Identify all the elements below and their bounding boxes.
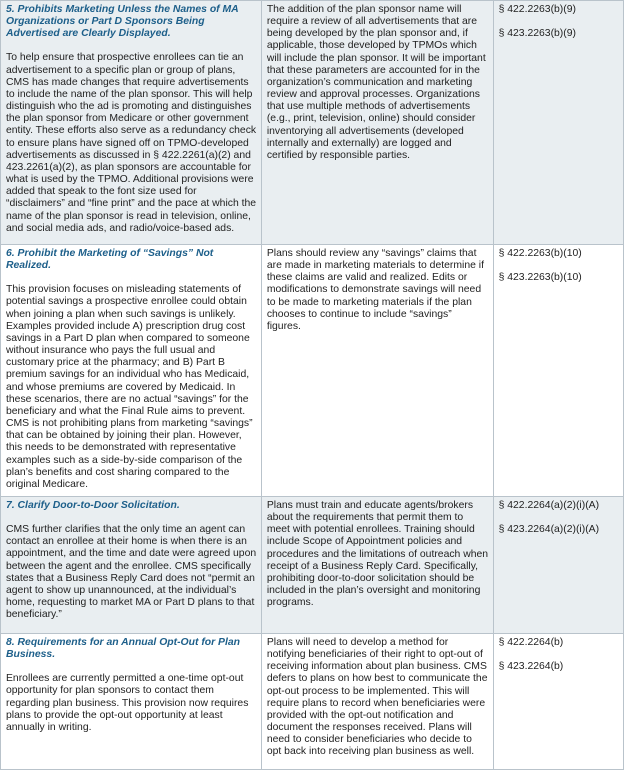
citation-cell [493, 1, 623, 245]
provision-cell [1, 496, 262, 633]
provision-description: CMS further clarifies that the only time an agent can contact an enrollee at their home is when there is an appointment, and the time and date were agreed upon between the agent and the enrollee. CMS specifically states that a Business Reply Card does not “permit an agent to show up unannounced, at the individual’s home, requesting to market MA or Part D plans to that beneficiary.” [6, 524, 257, 621]
citation: § 422.2264(b) [498, 636, 564, 648]
provision-title: 8. Requirements for an Annual Opt-Out for Plan Business. [6, 636, 240, 661]
provision-title: 6. Prohibit the Marketing of “Savings” Not Realized. [6, 248, 214, 272]
provision-cell [1, 1, 262, 245]
guidance-cell [261, 496, 493, 633]
citation: § 423.2263(b)(9) [498, 28, 576, 40]
citation: § 423.2264(a)(2)(i)(A) [498, 524, 600, 536]
table-row [1, 496, 624, 633]
citation: § 422.2264(a)(2)(i)(A) [498, 499, 600, 511]
guidance-cell [261, 245, 493, 497]
guidance-text: Plans will need to develop a method for notifying beneficiaries of their right to opt-out of receiving information about plan business. CMS defers to plans on how best to communicate the opt-out process to be implemented. This will require plans to record when beneficiaries were provided with the opt-out notification and document the responses received. Plans will need to consider beneficiaries who decide to opt back into receiving plan business as well. [266, 636, 488, 758]
table-row [1, 1, 624, 245]
provision-title: 7. Clarify Door-to-Door Solicitation. [6, 499, 180, 511]
citation-cell [493, 245, 623, 497]
provision-description: This provision focuses on misleading statements of potential savings a prospective enrollee could obtain when joining a plan when such savings is unlikely. Examples provided include A) prescription drug cost savings in a Part D plan when compared to someone without insurance who pays the full usual and customary price at the pharmacy; and B) Part B premium savings for an individual who has Medicaid, and whose premiums are covered by Medicaid. In these scenarios, there are no actual “savings” for the beneficiary and what the Final Rule aims to prevent. CMS is not prohibiting plans from marketing “savings” that can be obtained by joining their plan. However, this needs to be demonstrated with representative examples such as a side-by-side comparison of the plan’s benefits and cost sharing compared to the original Medicare. [6, 284, 253, 490]
citation: § 423.2264(b) [498, 661, 564, 673]
guidance-text: Plans should review any “savings” claims that are made in marketing materials to determine if these claims are valid and realized. Edits or modifications to demonstrate savings will need to be made to marketing materials if the plan chooses to continue to include “savings” figures. [266, 248, 484, 332]
citation-cell [493, 633, 623, 769]
table-row [1, 633, 624, 769]
provision-description: To help ensure that prospective enrollees can tie an advertisement to a specific plan or group of plans, CMS has made changes that require advertisements to include the name of the plan sponsor. This will help distinguish who the ad is promoting and distinguishes the plan sponsor from Medicare or other government entity. These efforts also serve as a redundancy check to ensure plans have signed off on TPMO-developed advertisements as discussed in § 422.2261(a)(2) and 423.2261(a)(2), as plan sponsors are accountable for what is used by the TPMO. Additional provisions were added that speak to the font size used for “disclaimers” and “fine print” and the pace at which the name of the plan sponsor is read in television, online, and social media ads, and radio/voice-based ads. [6, 52, 257, 234]
citation: § 423.2263(b)(10) [498, 272, 582, 284]
table-row [1, 245, 624, 497]
citation: § 422.2263(b)(10) [498, 248, 582, 259]
guidance-cell [261, 1, 493, 245]
provision-cell [1, 633, 262, 769]
provision-title: 5. Prohibits Marketing Unless the Names of MA Organizations or Part D Sponsors Being Advertised are Clearly Displayed. [6, 4, 239, 40]
citation: § 422.2263(b)(9) [498, 4, 576, 15]
guidance-text: The addition of the plan sponsor name will require a review of all advertisements that are being developed by the plan sponsor and, if applicable, those developed by TPMOs which will include the plan sponsor. It will be important that these parameters are accounted for in the organization’s communication and marketing review and approval processes. Organizations that use multiple methods of advertisements (e.g., print, television, online) should consider inventorying all advertisements (developed internally and externally) are logged and certified by responsible parties. [266, 4, 486, 161]
provision-description: Enrollees are currently permitted a one-time opt-out opportunity for plan sponsors to contact them regarding plan business. This provision now requires plans to provide the opt-out opportunity at least annually in writing. [6, 673, 249, 733]
citation-cell [493, 496, 623, 633]
provision-cell [1, 245, 262, 497]
guidance-cell [261, 633, 493, 769]
guidance-text: Plans must train and educate agents/brokers about the requirements that permit them to meet with potential enrollees. Training should include Scope of Appointment policies and procedures and the limitations of outreach when receipt of a Business Reply Card. Specifically, prohibiting door-to-door solicitation should be included in the plan’s oversight and monitoring programs. [266, 499, 489, 609]
